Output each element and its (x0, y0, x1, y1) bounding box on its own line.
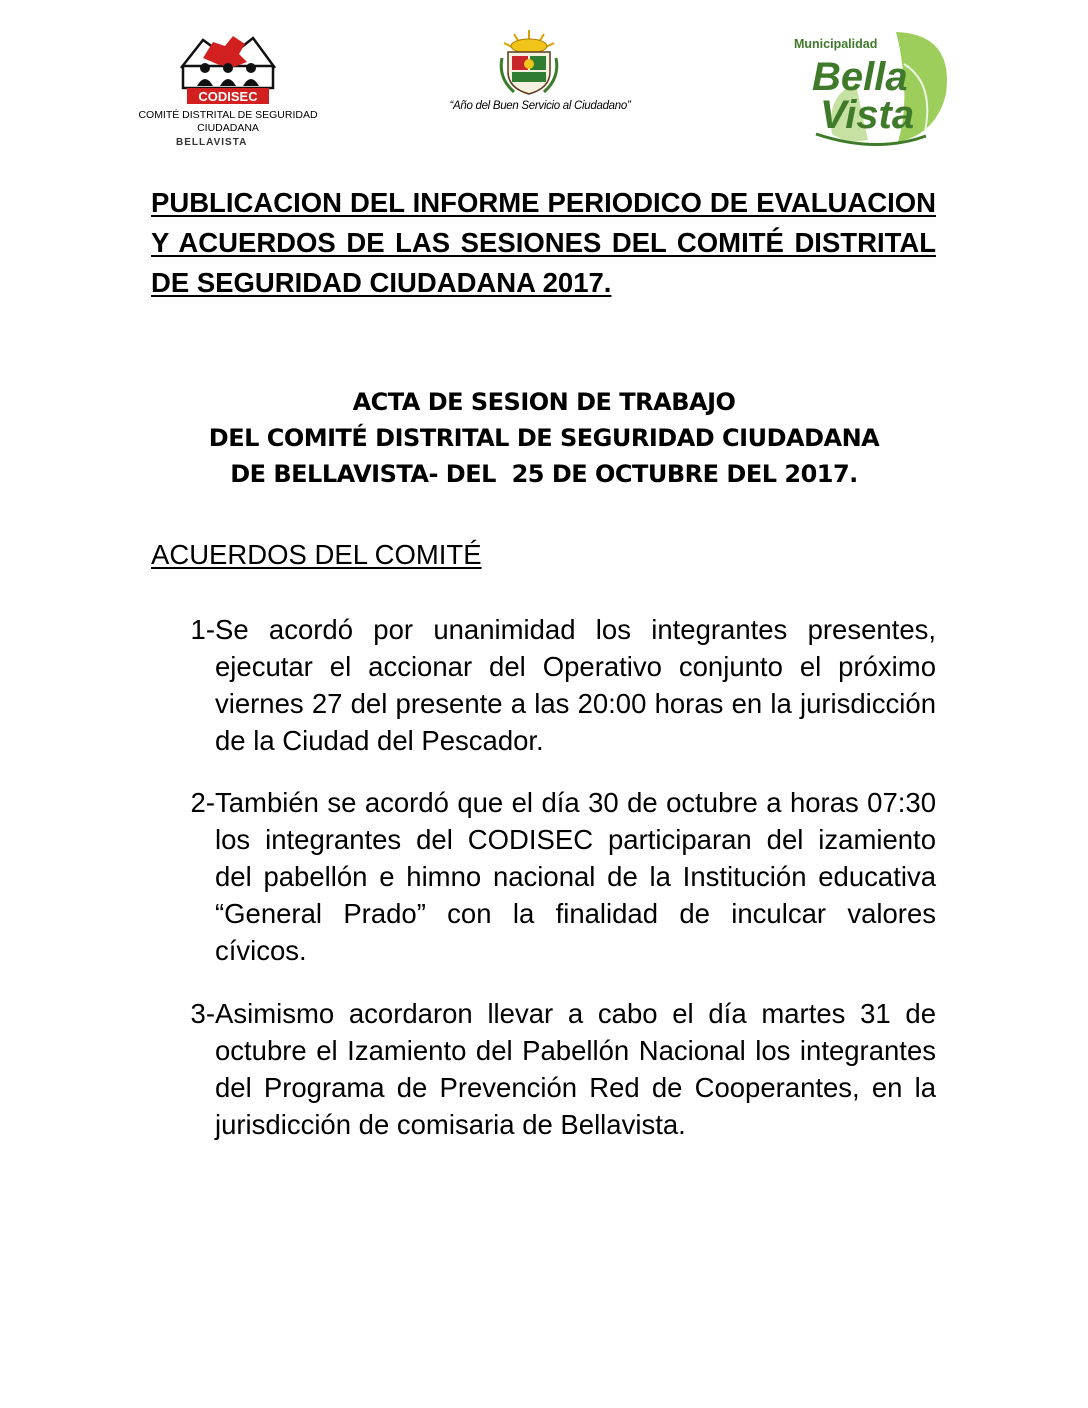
codisec-caption-line2: CIUDADANA (197, 122, 259, 134)
municipality-line1: Municipalidad (794, 37, 878, 51)
codisec-logo-text: CODISEC (198, 89, 258, 104)
municipality-line3: Vista (820, 93, 915, 137)
coat-of-arms-icon (494, 28, 564, 98)
codisec-caption-line3: BELLAVISTA (176, 137, 248, 148)
section-heading: ACUERDOS DEL COMITÉ (151, 539, 482, 570)
acta-heading-line2: DEL COMITÉ DISTRITAL DE SEGURIDAD CIUDADANA (208, 424, 880, 452)
agreement-item (151, 995, 936, 1143)
codisec-emblem-icon (173, 28, 283, 108)
acta-heading-line3: DE BELLAVISTA- DEL 25 DE OCTUBRE DEL 2017. (230, 460, 858, 488)
codisec-caption-line1: COMITÉ DISTRITAL DE SEGURIDAD (138, 109, 318, 121)
motto-text: “Año del Buen Servicio al Ciudadano” (449, 100, 631, 112)
agreement-number: 3- (190, 998, 215, 1029)
municipality-line2: Bella (812, 55, 908, 99)
acta-heading-line1: ACTA DE SESION DE TRABAJO (352, 388, 736, 416)
agreement-number: 2- (190, 787, 215, 818)
codisec-logo (138, 28, 318, 148)
agreement-text: También se acordó que el día 30 de octubre a horas 07:30 los integrantes del CODISEC participaran del izamiento del pabellón e himno nacional de la Institución educativa “General Prado” con la finalidad de inculcar valores cívicos. (215, 787, 936, 966)
bella-vista-leaf-icon (786, 24, 956, 154)
agreement-number: 1- (190, 614, 215, 645)
acta-heading (120, 384, 968, 492)
agreement-text: Se acordó por unanimidad los integrantes presentes, ejecutar el accionar del Operativo conjunto el próximo viernes 27 del presente a las 20:00 horas en la jurisdicción de la Ciudad del Pescador. (215, 614, 936, 756)
agreement-item (151, 784, 936, 969)
agreement-item (151, 611, 936, 759)
codisec-caption-cut (176, 137, 280, 148)
bella-vista-logo (786, 24, 956, 154)
publication-title: PUBLICACION DEL INFORME PERIODICO DE EVALUACION Y ACUERDOS DE LAS SESIONES DEL COMITÉ DISTRITAL DE SEGURIDAD CIUDADANA 2017. (151, 187, 936, 298)
agreement-text: Asimismo acordaron llevar a cabo el día martes 31 de octubre el Izamiento del Pabellón Nacional los integrantes del Programa de Prevención Red de Cooperantes, en la jurisdicción de comisaria de Bellavista. (215, 998, 936, 1140)
municipal-shield-logo (494, 28, 564, 98)
